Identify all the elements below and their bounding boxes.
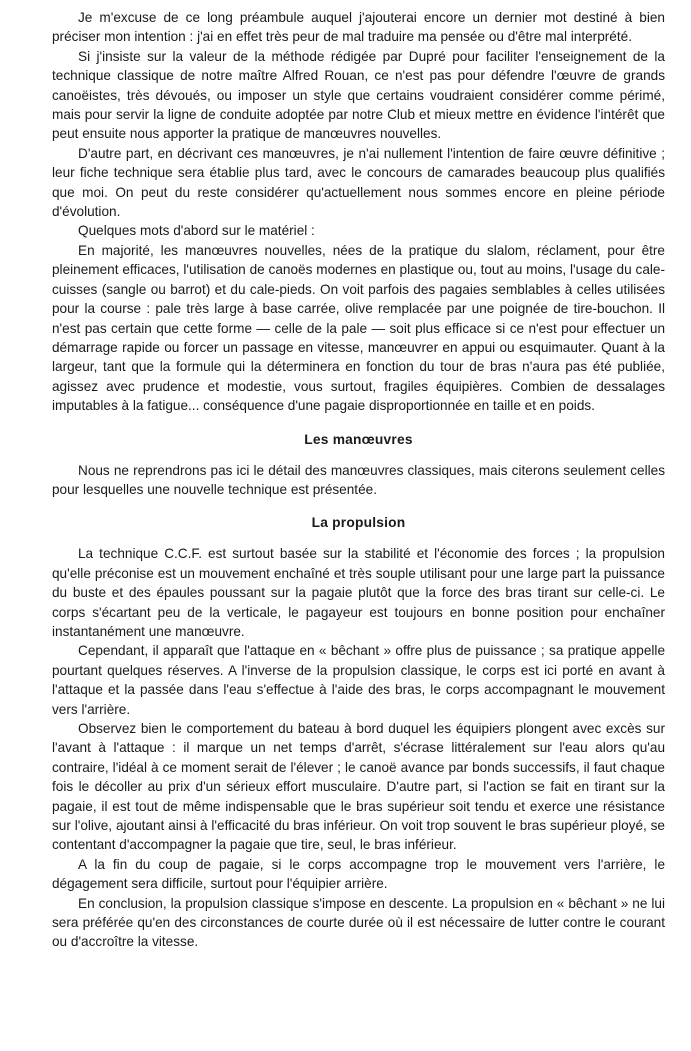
paragraph: En conclusion, la propulsion classique s'impose en descente. La propulsion en « bêchant » ne lui sera préférée qu'en des circonstances de courte durée où il est nécessaire de lutter contre le courant ou d'accroître la vitesse.	[52, 895, 665, 950]
paragraph: Si j'insiste sur la valeur de la méthode rédigée par Dupré pour faciliter l'enseignement de la technique classique de notre maître Alfred Rouan, ce n'est pas pour défendre l'œuvre de grands canoëistes, très dévoués, ou imposer un style que certains voudraient considérer comme périmé, mais pour servir la ligne de conduite adoptée par notre Club et mieux mettre en évidence l'intérêt que peut ensuite nous apporter la pratique de manœuvres nouvelles.	[52, 48, 665, 142]
paragraph: Cependant, il apparaît que l'attaque en « bêchant » offre plus de puissance ; sa pratique appelle pourtant quelques réserves. A l'inverse de la propulsion classique, le corps est ici porté en avant à l'attaque et la passée dans l'eau s'effectue à l'aide des bras, le corps accompagnant le mouvement vers l'arrière.	[52, 643, 665, 717]
paragraph: En majorité, les manœuvres nouvelles, nées de la pratique du slalom, réclament, pour être pleinement efficaces, l'utilisation de canoës modernes en plastique ou, tout au moins, l'usage du cale-cuisses (sangle ou barrot) et du cale-pieds. On voit parfois des pagaies semblables à celles utilisées pour la course : pale très large à base carrée, olive remplacée par une poignée de tire-bouchon. Il n'est pas certain que cette forme — celle de la pale — soit plus efficace si ce n'est pour effectuer un démarrage rapide ou forcer un passage en vitesse, manœuvrer en appui ou esquimauter. Quant à la largeur, tant que la formule qui la déterminera en fonction du tour de bras n'aura pas été publiée, agissez avec prudence et modestie, vous surtout, fragiles équipières. Combien de dessalages imputables à la fatigue... conséquence d'une pagaie disproportionnée en taille et en poids.	[52, 242, 665, 414]
paragraph: Observez bien le comportement du bateau à bord duquel les équipiers plongent avec excès sur l'avant à l'attaque : il marque un net temps d'arrêt, s'écrase littéralement sur l'eau alors qu'au contraire, l'idéal à ce moment serait de l'élever ; le canoë avance par bonds successifs, il faut chaque fois le décoller au prix d'un sérieux effort musculaire. D'autre part, si l'action se fait en tirant sur la pagaie, il est tout de même indispensable que le bras supérieur soit tendu et exerce une résistance sur l'olive, ajoutant ainsi à l'efficacité du bras inférieur. On voit trop souvent le bras supérieur ployé, se contentant d'accompagner la pagaie que tire, seul, le bras inférieur.	[52, 721, 665, 853]
section-heading-manoeuvres: Les manœuvres	[304, 431, 413, 447]
section-heading-propulsion: La propulsion	[311, 515, 406, 531]
paragraph: Nous ne reprendrons pas ici le détail des manœuvres classiques, mais citerons seulement celles pour lesquelles une nouvelle technique est présentée.	[52, 462, 665, 497]
paragraph: Je m'excuse de ce long préambule auquel j'ajouterai encore un dernier mot destiné à bien préciser mon intention : j'ai en effet très peur de mal traduire ma pensée ou d'être mal interprété.	[52, 10, 665, 45]
paragraph: La technique C.C.F. est surtout basée sur la stabilité et l'économie des forces ; la propulsion qu'elle préconise est un mouvement enchaîné et très souple utilisant pour une large part la puissance du buste et des épaules poussant sur la pagaie plutôt que la force des bras tirant sur celle-ci. Le corps s'écartant peu de la verticale, le pagayeur est toujours en bonne position pour enchaîner instantanément une manœuvre.	[52, 546, 665, 639]
paragraph: D'autre part, en décrivant ces manœuvres, je n'ai nullement l'intention de faire œuvre définitive ; leur fiche technique sera établie plus tard, avec le concours de camarades beaucoup plus qualifiés que moi. On peut du reste considérer qu'actuellement nous sommes encore en pleine période d'évolution.	[52, 145, 665, 220]
paragraph: A la fin du coup de pagaie, si le corps accompagne trop le mouvement vers l'arrière, le dégagement sera difficile, surtout pour l'équipier arrière.	[52, 856, 665, 892]
paragraph: Quelques mots d'abord sur le matériel :	[78, 223, 315, 239]
